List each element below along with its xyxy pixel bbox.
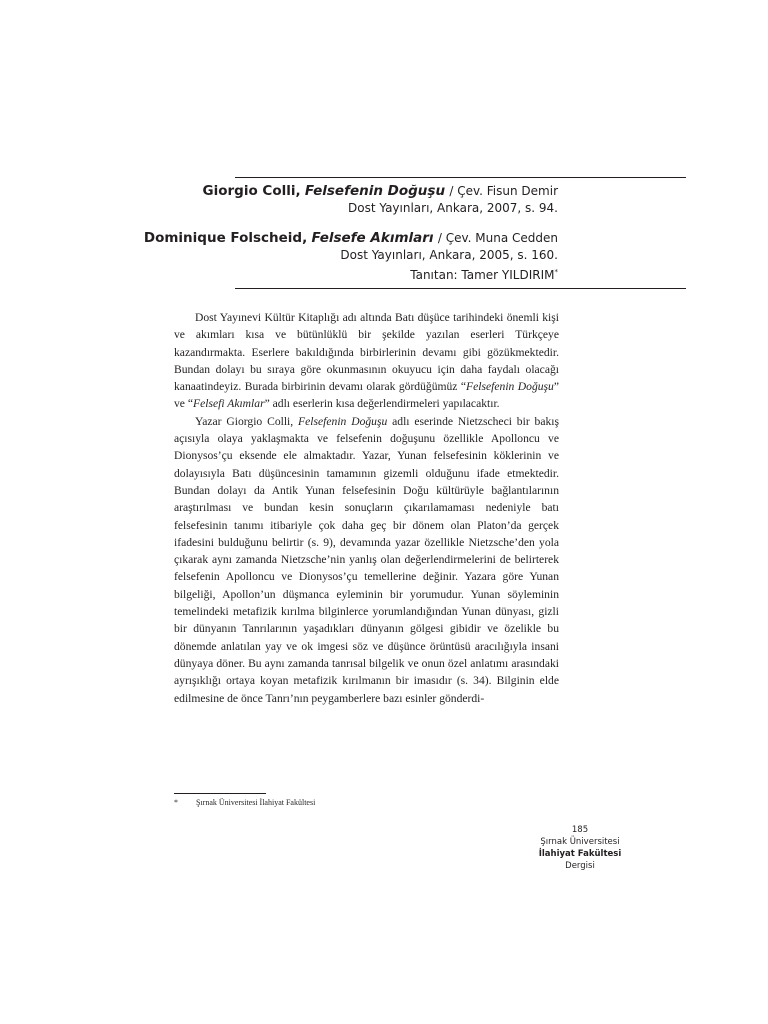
paragraph-1-text-b: ” ve “ <box>174 380 560 411</box>
review-2-author: Dominique Folscheid, <box>143 230 308 246</box>
reviewer-line <box>144 264 558 284</box>
footnote-text: Şırnak Üniversitesi İlahiyat Fakültesi <box>196 798 316 807</box>
review-2-publication: Dost Yayınları, Ankara, 2005, s. 160. <box>340 248 558 262</box>
paragraph-2 <box>174 413 559 707</box>
footnote <box>174 797 315 808</box>
review-1-citation-line <box>203 182 558 200</box>
review-entry-2 <box>144 229 558 284</box>
header-bottom-rule <box>235 288 686 289</box>
footnote-mark: * <box>174 798 178 807</box>
page-number: 185 <box>571 825 589 835</box>
review-1-translator: / Çev. Fisun Demir <box>449 184 558 198</box>
paragraph-2-text-a: Yazar Giorgio Colli, <box>195 414 299 428</box>
paragraph-2-title: Felsefenin Doğuşu <box>298 414 388 428</box>
journal-university: Şırnak Üniversitesi <box>540 837 620 847</box>
paragraph-1-title-2: Felsefi Akımlar <box>193 397 265 411</box>
paragraph-1-text-a: Dost Yayınevi Kültür Kitaplığı adı altında Batı düşüce tarihindeki önemli kişi ve akımları kısa ve bütünlüklü bir şekilde yazılan eserleri Türkçeye kazandırmakta. Eserlere bakıldığında birbirlerinin devamı gibi gözükmektedir. Bundan dolayı bu sıraya göre okunmasının okuyucu için daha faydalı olacağı kanaatindeyiz. Burada birbirinin devamı olarak gördüğümüz “ <box>174 311 559 394</box>
reviewer-footnote-mark: * <box>554 268 558 276</box>
paragraph-1-text-c: ” adlı eserlerin kısa değerlendirmeleri yapılacaktır. <box>264 397 500 411</box>
review-1-publication: Dost Yayınları, Ankara, 2007, s. 94. <box>348 201 558 215</box>
review-2-citation-line <box>144 229 558 247</box>
paragraph-1-title-1: Felsefenin Doğuşu <box>466 380 554 394</box>
header-top-rule <box>235 177 686 178</box>
journal-faculty: İlahiyat Fakültesi <box>538 849 622 859</box>
review-1-title: Felsefenin Doğuşu <box>304 183 446 199</box>
journal-info <box>530 824 630 872</box>
footnote-rule <box>174 793 266 794</box>
journal-name: Dergisi <box>565 861 595 871</box>
review-1-author: Giorgio Colli, <box>202 183 301 199</box>
review-2-translator: / Çev. Muna Cedden <box>437 231 558 245</box>
article-body <box>174 309 559 707</box>
paragraph-1 <box>174 309 559 413</box>
review-entry-1 <box>203 182 558 217</box>
review-2-title: Felsefe Akımları <box>311 230 434 246</box>
reviewer-name: Tanıtan: Tamer YILDIRIM <box>410 268 555 282</box>
paragraph-2-text-b: adlı eserinde Nietzscheci bir bakış açısıyla olaya yaklaşmakta ve felsefenin doğuşunu özellikle Apolloncu ve Dionysos’çu eksende ele almaktadır. Yazar, Yunan felsefesinin köklerinin ve dolayısıyla Batı düşüncesinin tamamının gizemli olduğunu ifade etmektedir. Bundan dolayı da Antik Yunan felsefesinin Doğu kültürüyle bağlantılarının araştırılması ve bundan kesin sonuçların çıkarılamaması nedeniyle batı felsefesinin tanımı itibariyle çok daha geç bir dönem olan Platon’da gerçek ifadesini bulduğunu belirtir (s. 9), devamında yazar özellikle Nietzsche’den yola çıkarak aynı zamanda Nietzsche’nin yanlış olan değerlendirmelerini de belirterek felsefenin Apolloncu ve Dionysos’çu temellerine değinir. Yazara göre Yunan bilgeliği, Apollon’un düşmanca eyleminin bir yorumudur. Yunan söyleminin temelindeki metafizik kırılma bilginlerce yorumlandığından Yunan dünyası, gizli bir dünyanın Tanrılarının yaşadıkları dünyanın gölgesi gibidir ve özelikle bu dönemde anlatılan yay ve ok imgesi söz ve düşünce örüntüsü aracılığıyla insani dünyaya döner. Bu aynı zamanda tanrısal bilgelik ve onun özel anlatımı arasındaki ayrışıklığı ortaya koyan metafizik kırılmanın bir imasıdır (s. 34). Bilginin elde edilmesine de önce Tanrı’nın peygamberlere bazı esinler gönderdi- <box>174 414 560 705</box>
